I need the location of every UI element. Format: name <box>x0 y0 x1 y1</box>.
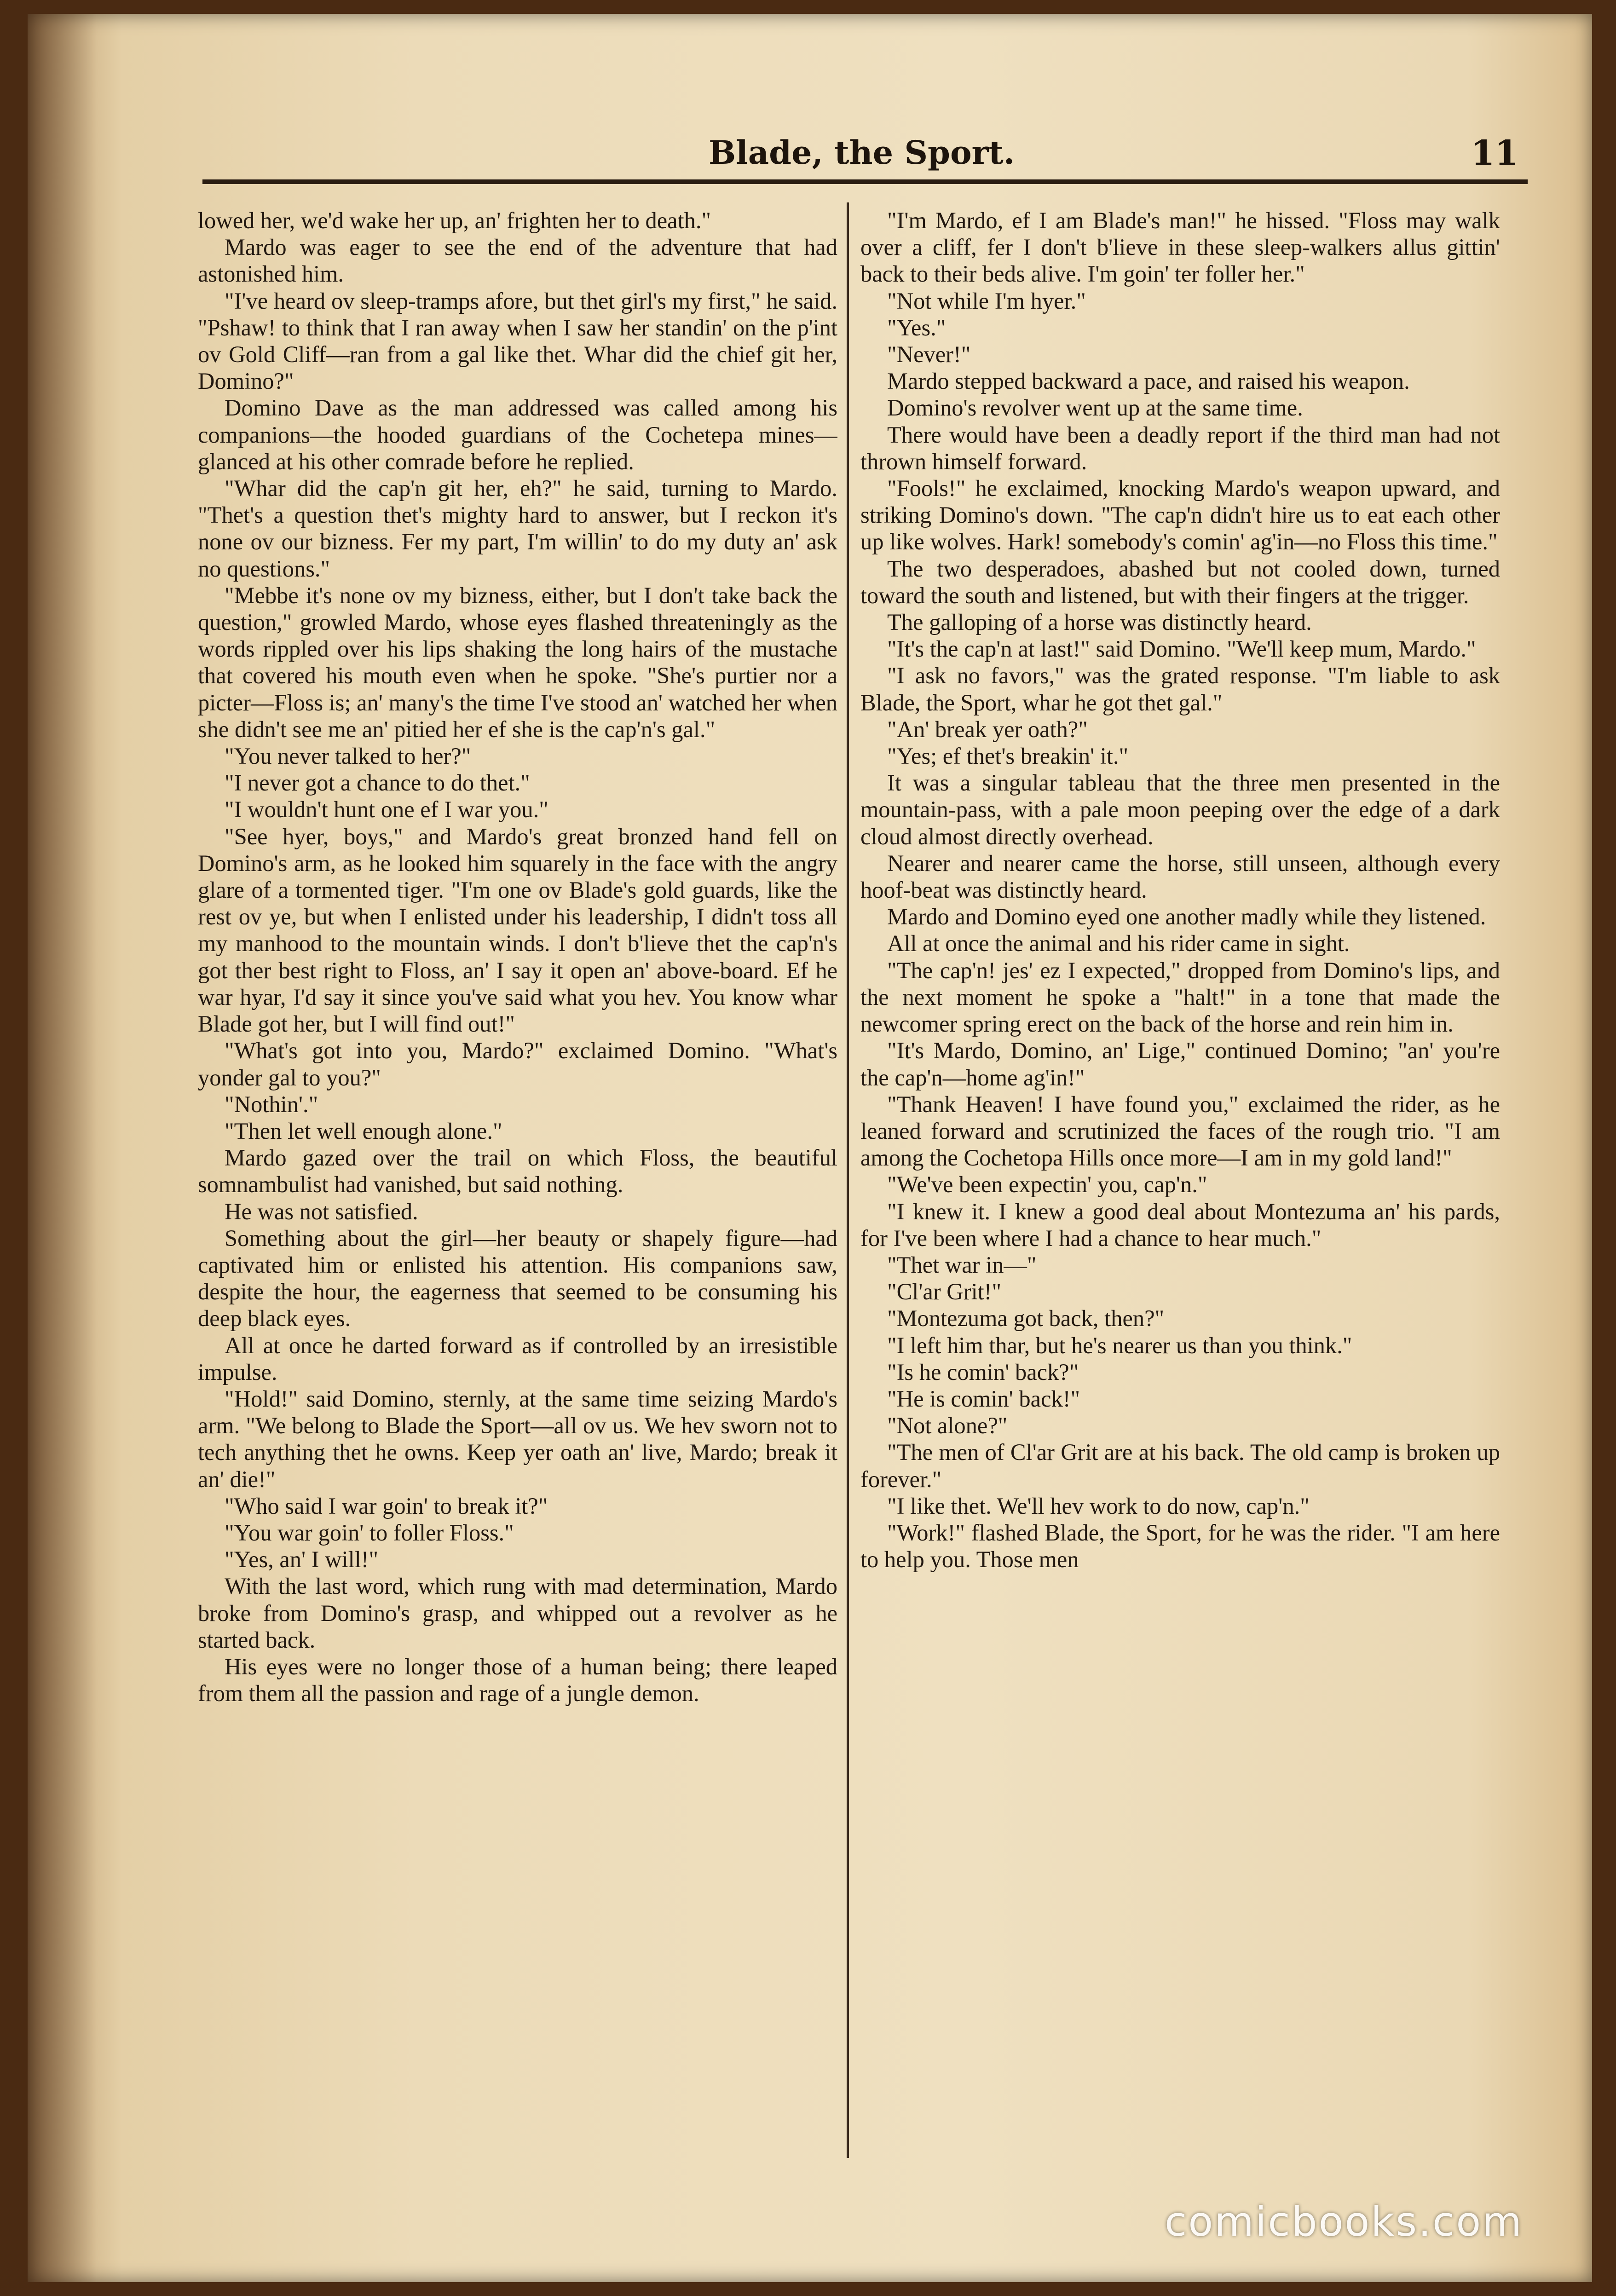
paragraph: "Whar did the cap'n git her, eh?" he said, turning to Mardo. "Thet's a question thet's mighty hard to answer, but I reckon it's none ov our bizness. Fer my part, I'm willin' to do my duty an' ask no questions." <box>198 475 837 582</box>
paragraph: "It's Mardo, Domino, an' Lige," continued Domino; "an' you're the cap'n—home ag'in!" <box>860 1038 1500 1090</box>
paragraph: There would have been a deadly report if the third man had not thrown himself forward. <box>860 421 1500 474</box>
paragraph: "I'm Mardo, ef I am Blade's man!" he hissed. "Floss may walk over a cliff, fer I don't b'lieve in these sleep-walkers allus gittin' back to their beds alive. I'm goin' ter foller her." <box>860 208 1500 287</box>
paragraph: Mardo and Domino eyed one another madly while they listened. <box>887 904 1486 930</box>
paragraph: "Fools!" he exclaimed, knocking Mardo's weapon upward, and striking Domino's down. "The cap'n didn't hire us to eat each other up like wolves. Hark! somebody's comin' ag'in—no Floss this time." <box>860 475 1500 555</box>
running-title: Blade, the Sport. <box>709 133 1015 172</box>
paragraph: "Cl'ar Grit!" <box>887 1279 1002 1305</box>
paragraph: "Who said I war goin' to break it?" <box>225 1493 548 1519</box>
paragraph: Mardo was eager to see the end of the adventure that had astonished him. <box>198 234 837 287</box>
paragraph: "Is he comin' back?" <box>887 1359 1079 1385</box>
paragraph: Domino Dave as the man addressed was called among his companions—the hooded guardians of the Cochetepa mines—glanced at his other comrade before he replied. <box>198 395 837 474</box>
paragraph: "Yes, an' I will!" <box>225 1546 379 1573</box>
paragraph: "The men of Cl'ar Grit are at his back. The old camp is broken up forever." <box>860 1439 1500 1492</box>
paragraph: "Nothin'." <box>225 1091 318 1117</box>
paragraph: The galloping of a horse was distinctly heard. <box>887 609 1312 635</box>
paragraph: Mardo stepped backward a pace, and raised his weapon. <box>887 368 1410 394</box>
paragraph: "See hyer, boys," and Mardo's great bronzed hand fell on Domino's arm, as he looked him squarely in the face with the angry glare of a tormented tiger. "I'm one ov Blade's gold guards, like the rest ov ye, but when I enlisted under his leadership, I didn't toss all my manhood to the mountain winds. I don't b'lieve thet the cap'n's got ther best right to Floss, an' I say it open an' above-board. Ef he war hyar, I'd say it since you've said what you hev. You know whar Blade got her, but I will find out!" <box>198 823 837 1037</box>
page-header <box>202 124 1528 184</box>
paragraph: "You war goin' to foller Floss." <box>225 1519 514 1546</box>
paragraph: lowed her, we'd wake her up, an' frighten her to death." <box>198 208 711 233</box>
paragraph: With the last word, which rung with mad determination, Mardo broke from Domino's grasp, and whipped out a revolver as he started back. <box>198 1573 837 1653</box>
paragraph: It was a singular tableau that the three men presented in the mountain-pass, with a pale moon peeping over the edge of a dark cloud almost directly overhead. <box>860 770 1500 849</box>
paragraph: Something about the girl—her beauty or shapely figure—had captivated him or enlisted his attention. His companions saw, despite the hour, the eagerness that seemed to be consuming his deep black eyes. <box>198 1225 837 1332</box>
paragraph: Nearer and nearer came the horse, still unseen, although every hoof-beat was distinctly heard. <box>860 850 1500 903</box>
paragraph: All at once the animal and his rider came in sight. <box>887 930 1350 957</box>
paragraph: "An' break yer oath?" <box>887 716 1088 742</box>
binding-shadow <box>28 14 97 2282</box>
paragraph: He was not satisfied. <box>225 1198 418 1224</box>
paragraph: "We've been expectin' you, cap'n." <box>887 1171 1207 1198</box>
paragraph: "I ask no favors," was the grated response. "I'm liable to ask Blade, the Sport, whar he got thet gal." <box>860 663 1500 715</box>
paragraph: "Hold!" said Domino, sternly, at the same time seizing Mardo's arm. "We belong to Blade the Sport—all ov us. We hev sworn not to tech anything thet he owns. Keep yer oath an' live, Mardo; break it an' die!" <box>198 1385 837 1492</box>
paragraph: "You never talked to her?" <box>225 743 471 769</box>
page-number: 11 <box>1471 133 1518 173</box>
paragraph: "It's the cap'n at last!" said Domino. "We'll keep mum, Mardo." <box>887 636 1476 662</box>
paragraph: "Not alone?" <box>887 1413 1008 1439</box>
paragraph: "Yes." <box>887 314 946 340</box>
paragraph: "Not while I'm hyer." <box>887 288 1086 314</box>
paragraph: "I never got a chance to do thet." <box>225 770 530 796</box>
paragraph: All at once he darted forward as if controlled by an irresistible impulse. <box>198 1332 837 1385</box>
paragraph: "I wouldn't hunt one ef I war you." <box>225 796 548 823</box>
paragraph: "Mebbe it's none ov my bizness, either, but I don't take back the question," growled Mardo, whose eyes flashed threateningly as the words rippled over his lips shaking the long hairs of the mustache that covered his mouth even when he spoke. "She's purtier nor a picter—Floss is; an' many's the time I've stood an' watched her when she didn't see me an' pitied her ef she is the cap'n's gal." <box>198 582 837 742</box>
column-divider <box>847 202 849 2158</box>
paragraph: "He is comin' back!" <box>887 1385 1080 1412</box>
right-column <box>860 207 1500 2167</box>
paragraph: Domino's revolver went up at the same time. <box>887 395 1303 421</box>
book-page <box>28 14 1592 2282</box>
paragraph: The two desperadoes, abashed but not cooled down, turned toward the south and listened, but with their fingers at the trigger. <box>860 555 1500 608</box>
left-column <box>198 207 837 2167</box>
paragraph: "I've heard ov sleep-tramps afore, but thet girl's my first," he said. "Pshaw! to think that I ran away when I saw her standin' on the p'int ov Gold Cliff—ran from a gal like thet. Whar did the chief git her, Domino?" <box>198 288 837 394</box>
paragraph: "What's got into you, Mardo?" exclaimed Domino. "What's yonder gal to you?" <box>198 1038 837 1090</box>
paragraph: "Never!" <box>887 341 971 368</box>
paragraph: Mardo gazed over the trail on which Floss, the beautiful somnambulist had vanished, but said nothing. <box>198 1145 837 1198</box>
paragraph: "Work!" flashed Blade, the Sport, for he was the rider. "I am here to help you. Those men <box>860 1519 1500 1573</box>
paragraph: "Thet war in—" <box>887 1252 1037 1278</box>
paragraph: "I like thet. We'll hev work to do now, cap'n." <box>887 1493 1310 1519</box>
paragraph: "Thank Heaven! I have found you," exclaimed the rider, as he leaned forward and scrutinized the faces of the rough trio. "I am among the Cochetopa Hills once more—I am in my gold land!" <box>860 1091 1500 1171</box>
paragraph: "I knew it. I knew a good deal about Montezuma an' his pards, for I've been where I had a chance to hear much." <box>860 1198 1500 1251</box>
paragraph: "Then let well enough alone." <box>225 1118 502 1144</box>
paragraph: "The cap'n! jes' ez I expected," dropped from Domino's lips, and the next moment he spoke a "halt!" in a tone that made the newcomer spring erect on the back of the horse and rein him in. <box>860 957 1500 1037</box>
paragraph: "Yes; ef thet's breakin' it." <box>887 743 1129 769</box>
paragraph: "Montezuma got back, then?" <box>887 1305 1165 1332</box>
paragraph: "I left him thar, but he's nearer us than you think." <box>887 1332 1352 1358</box>
paragraph: His eyes were no longer those of a human being; there leaped from them all the passion and rage of a jungle demon. <box>198 1653 837 1707</box>
watermark: comicbooks.com <box>1164 2198 1523 2245</box>
